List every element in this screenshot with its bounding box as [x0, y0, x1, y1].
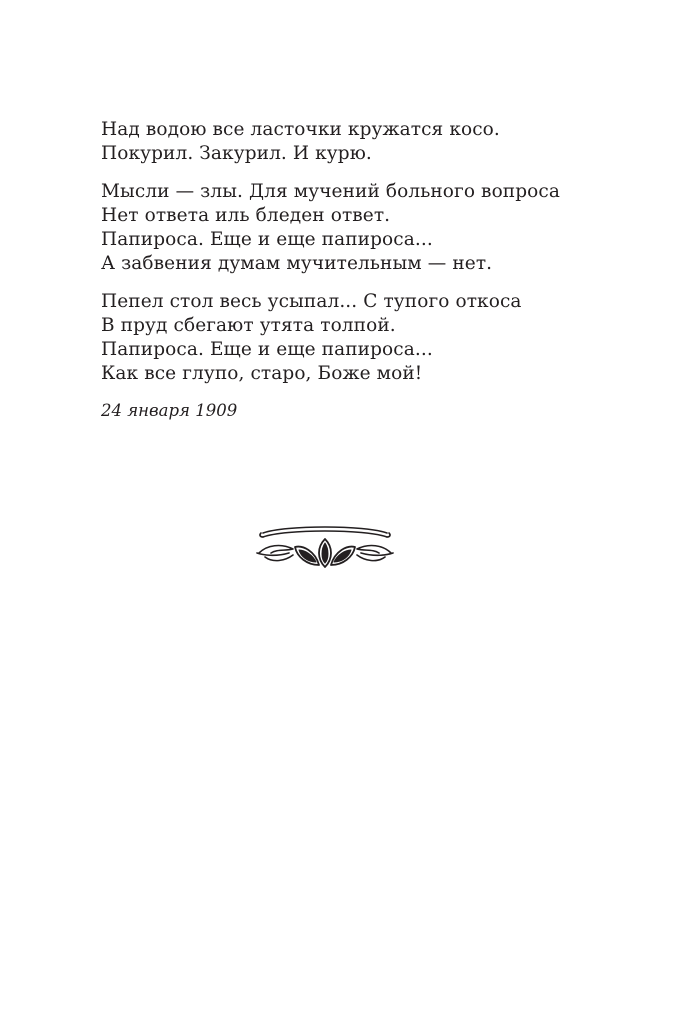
poem-line: Покурил. Закурил. И курю. — [101, 143, 372, 164]
poem-date: 24 января 1909 — [101, 401, 238, 420]
poem — [101, 118, 661, 422]
poem-line: Как все глупо, старо, Боже мой! — [101, 363, 423, 384]
stanza-3 — [101, 290, 661, 386]
poem-line: Папироса. Еще и еще папироса... — [101, 229, 433, 250]
poem-line: Пепел стол весь усыпал... С тупого откоса — [101, 291, 522, 312]
poem-line: Над водою все ласточки кружатся косо. — [101, 119, 500, 140]
stanza-2 — [101, 180, 661, 276]
floral-ornament-icon — [255, 519, 395, 571]
poem-line: В пруд сбегают утята толпой. — [101, 315, 396, 336]
poem-line: Нет ответа иль бледен ответ. — [101, 205, 391, 226]
poem-line: Папироса. Еще и еще папироса... — [101, 339, 433, 360]
stanza-1 — [101, 118, 661, 166]
poem-line: А забвения думам мучительным — нет. — [101, 253, 493, 274]
poem-line: Мысли — злы. Для мучений больного вопроса — [101, 181, 561, 202]
